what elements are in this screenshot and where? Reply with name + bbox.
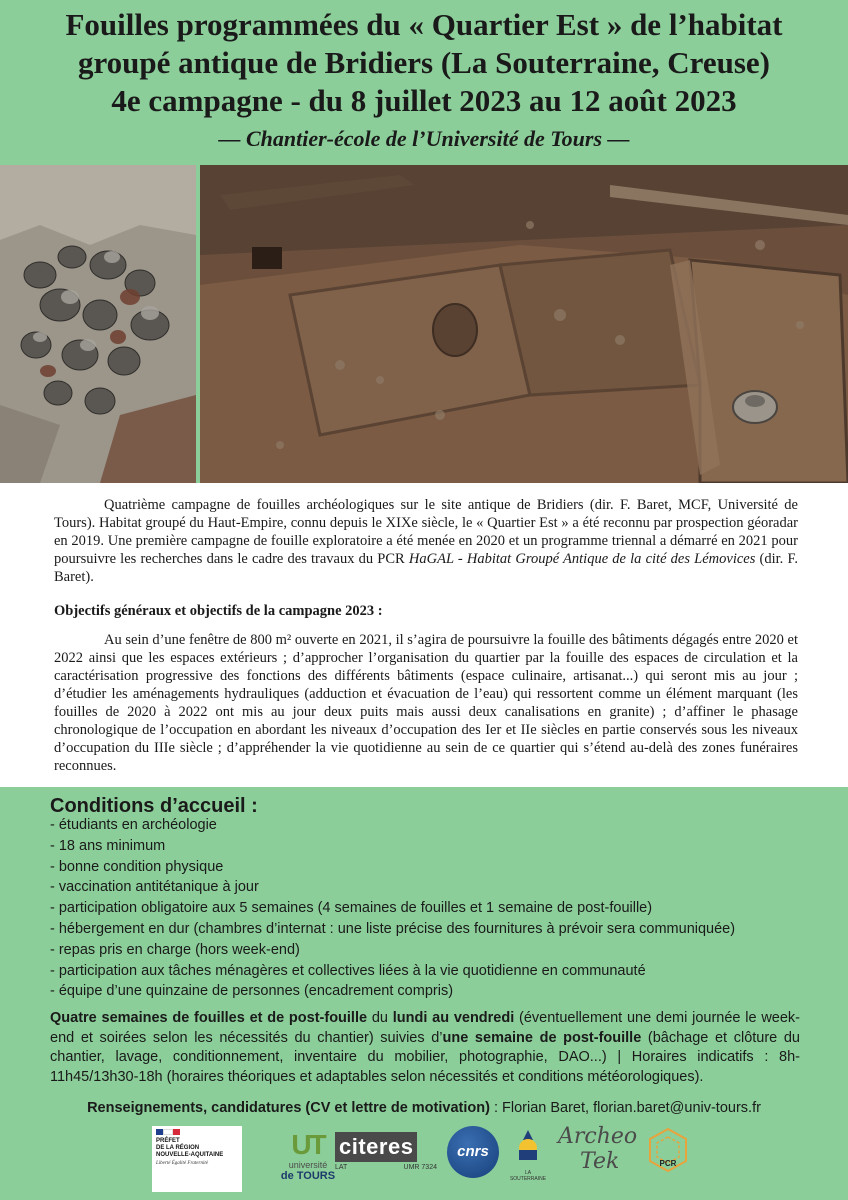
excavation-illustration — [200, 165, 848, 483]
contact-line — [0, 1098, 848, 1118]
objectives-paragraph: Au sein d’une fenêtre de 800 m² ouverte en 2021, il s’agira de poursuivre la fouille des bâtiments dégagés entre 2020 et 2022 ainsi que les espaces extérieurs ; d’approcher l’organisation du quartier par la fouille des espaces de circulation et la caractérisation progressive des fonctions des différents bâtiments (espace culinaire, artisanat...) qui seront mis au jour ; d’étudier les aménagements hydrauliques (adduction et évacuation de l’eau) qui ressortent comme un élément marquant (les fouilles de 2020 à 2022 ont mis au jour deux puits mais aussi deux canalisations en granite) ; d’affiner le phasage chronologique de l’occupation en abordant les niveaux d’occupation des Ier et IIe siècles en partie conservés sous les niveaux d’occupation du IIIe siècle ; d’appréhender la vie quotidienne au sein de ce quartier qui s’étend au-delà des zones funéraires reconnues. — [54, 632, 798, 774]
photo-excavation-site — [200, 165, 848, 483]
schedule-bold-2: lundi au vendredi — [392, 1010, 515, 1026]
poster-header — [0, 0, 848, 165]
subtitle: — Chantier-école de l’Université de Tours — — [218, 126, 630, 151]
cnrs-logo: cnrs — [447, 1126, 499, 1178]
conditions-item: - vaccination antitétanique à jour — [50, 879, 259, 896]
title-line-3: 4e campagne - du 8 juillet 2023 au 12 août 2023 — [111, 83, 737, 118]
la-souterraine-emblem-icon — [511, 1128, 545, 1162]
conditions-item: - bonne condition physique — [50, 858, 224, 875]
universite-tours-logo — [272, 1130, 344, 1192]
conditions-item: - étudiants en archéologie — [50, 817, 217, 833]
tek-text: Tek — [580, 1149, 620, 1174]
schedule-text-1: du — [367, 1010, 393, 1026]
prefet-line-3: NOUVELLE-AQUITAINE — [156, 1152, 224, 1158]
intro-suffix: (dir. F. Baret). — [54, 551, 798, 585]
photo-pottery-deposit — [0, 165, 196, 483]
conditions-item: - hébergement en dur (chambres d’internat : une liste précise des fournitures à prévoir sera communiquée) — [50, 920, 736, 937]
citeres-subline — [335, 1164, 437, 1171]
la-souterraine-text: LA SOUTERRAINE — [509, 1170, 547, 1182]
schedule-paragraph — [50, 1009, 800, 1087]
archeo-text: Archeo — [558, 1124, 638, 1149]
schedule-bold-1: Quatre semaines de fouilles et de post-fouille — [50, 1010, 368, 1026]
citeres-lat: LAT — [335, 1164, 348, 1171]
conditions-item: - repas pris en charge (hors week-end) — [50, 941, 300, 958]
citeres-wordmark: citeres — [335, 1132, 417, 1162]
pcr-text: PCR — [659, 1159, 677, 1168]
schedule-text-2: (éventuellement une demi journée le week-end et soirées selon les nécessités du chantier) suivies d’ — [50, 1010, 800, 1046]
pottery-illustration — [0, 165, 196, 483]
conditions-list — [50, 815, 735, 1002]
title-line-1: Fouilles programmées du « Quartier Est » de l’habitat — [65, 7, 783, 42]
citeres-logo — [335, 1132, 437, 1186]
contact-label: Renseignements, candidatures (CV et lettre de motivation) — [87, 1100, 490, 1116]
ut-mark: UT — [291, 1129, 325, 1160]
archeotek-logo — [558, 1124, 640, 1184]
conditions-item: - participation obligatoire aux 5 semaines (4 semaines de fouilles et 1 semaine de post-fouille) — [50, 900, 653, 917]
prefet-line-2: DE LA RÉGION — [156, 1145, 200, 1151]
photo-strip — [0, 165, 848, 483]
french-flag-icon — [156, 1129, 180, 1135]
conditions-item: - 18 ans minimum — [50, 837, 166, 854]
la-souterraine-logo — [508, 1128, 548, 1188]
pcr-logo — [644, 1126, 692, 1180]
prefet-line-1: PRÉFET — [156, 1138, 180, 1144]
intro-text: Quatrième campagne de fouilles archéologiques sur le site antique de Bridiers (dir. F. Baret, MCF, Université de Tours). Habitat groupé du Haut-Empire, connu depuis le XIXe siècle, le « Quartier Est » a été reconnu par prospection géoradar en 2019. Une première campagne de fouille exploratoire a été menée en 2020 et un programme triennal a démarré en 2021 pour poursuivre les recherches dans le cadre des travaux du PCR — [54, 497, 798, 567]
objectives-heading: Objectifs généraux et objectifs de la campagne 2023 : — [54, 603, 383, 619]
schedule-text-3: (bâchage et clôture du chantier, lavage, conditionnement, inventaire du mobilier, photographie, DAO...) | Horaires indicatifs : 8h-11h45/13h30-18h (horaires théoriques et adaptables selon nécessités et conditions météorologiques). — [50, 1029, 800, 1085]
schedule-bold-3: une semaine de post-fouille — [442, 1029, 642, 1046]
ut-small-text: université — [288, 1160, 328, 1170]
intro-paragraph — [54, 496, 798, 586]
title-line-2: groupé antique de Bridiers (La Souterraine, Creuse) — [77, 45, 771, 80]
partner-logos — [0, 1122, 848, 1200]
citeres-umr: UMR 7324 — [403, 1164, 437, 1171]
prefet-logo — [152, 1126, 242, 1192]
contact-text: : Florian Baret, florian.baret@univ-tours.fr — [489, 1100, 761, 1116]
conditions-item: - équipe d’une quinzaine de personnes (encadrement compris) — [50, 983, 454, 1000]
prefet-motto: Liberté Égalité Fraternité — [156, 1161, 208, 1166]
conditions-item: - participation aux tâches ménagères et collectives liées à la vie quotidienne en communauté — [50, 962, 646, 979]
prefet-title — [156, 1138, 238, 1159]
conditions-heading: Conditions d’accueil : — [50, 795, 258, 817]
ut-big-text: de TOURS — [280, 1170, 336, 1182]
intro-pcr-name: HaGAL - Habitat Groupé Antique de la cité des Lémovices — [408, 551, 756, 567]
